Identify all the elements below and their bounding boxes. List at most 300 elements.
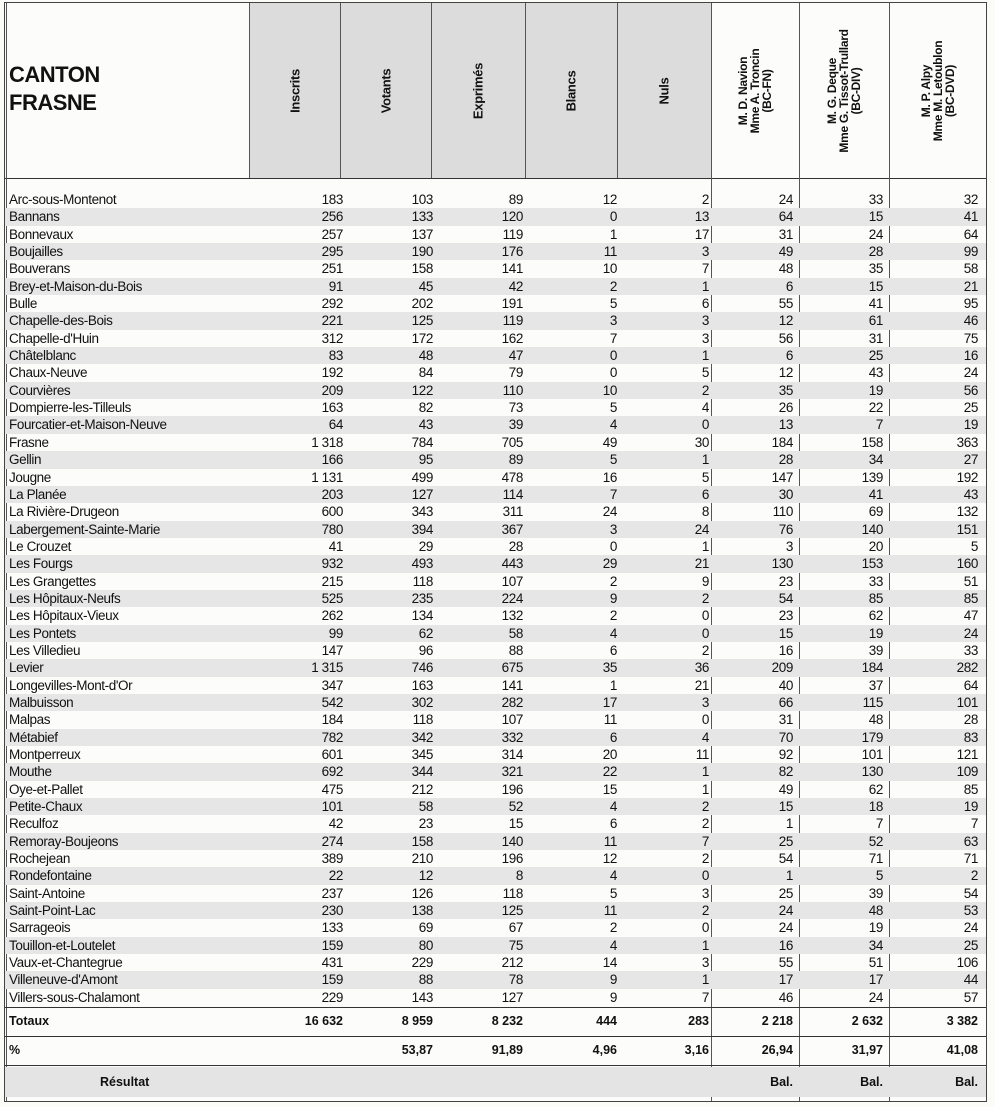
cell-blancs: 10 <box>602 261 617 277</box>
cell-nuls: 1 <box>701 972 709 988</box>
commune-name: Rondefontaine <box>9 868 92 884</box>
cell-blancs: 10 <box>602 382 617 398</box>
column-header-nuls <box>617 3 711 178</box>
cell-exprimes: 125 <box>501 903 523 919</box>
cell-blancs: 4 <box>609 625 617 641</box>
cell-nuls: 21 <box>694 677 709 693</box>
cell-blancs: 2 <box>609 278 617 294</box>
cell-exprimes: 162 <box>501 330 523 346</box>
cell-inscrits: 166 <box>321 452 343 468</box>
cell-blancs: 11 <box>603 244 617 260</box>
cell-exprimes: 321 <box>501 764 523 780</box>
table-row <box>5 937 986 954</box>
cell-blancs: 3 <box>609 521 617 537</box>
cell-dvd: 85 <box>963 590 978 606</box>
cell-votants: 302 <box>411 694 433 710</box>
cell-inscrits: 99 <box>328 625 343 641</box>
table-row <box>5 971 986 988</box>
cell-inscrits: 782 <box>321 729 343 745</box>
cell-exprimes: 118 <box>502 885 523 901</box>
candidate-line: M. G. Deque <box>825 57 839 124</box>
cell-dvd: 83 <box>963 729 978 745</box>
cell-votants: 58 <box>418 799 433 815</box>
cell-dvd: 25 <box>963 937 978 953</box>
cell-nuls: 2 <box>701 799 709 815</box>
cell-nuls: 6 <box>701 296 709 312</box>
table-row <box>5 451 986 468</box>
cell-fn: 24 <box>778 192 793 207</box>
cell-div: 153 <box>861 556 883 572</box>
commune-name: Levier <box>9 660 44 676</box>
cell-blancs: 17 <box>602 694 617 710</box>
totals-blancs: 444 <box>596 1014 617 1028</box>
cell-nuls: 3 <box>701 955 709 971</box>
cell-exprimes: 42 <box>508 278 523 294</box>
cell-exprimes: 314 <box>501 747 523 762</box>
cell-inscrits: 542 <box>321 694 343 710</box>
candidate-line: (BC-FN) <box>760 68 774 113</box>
cell-div: 62 <box>868 608 883 624</box>
cell-fn: 70 <box>778 729 793 745</box>
table-row <box>5 625 986 642</box>
cell-votants: 82 <box>418 400 433 416</box>
commune-name: Mouthe <box>9 764 52 780</box>
cell-blancs: 9 <box>609 989 617 1005</box>
cell-div: 184 <box>861 660 883 676</box>
cell-dvd: 51 <box>963 573 978 589</box>
commune-name: Les Hôpitaux-Vieux <box>9 608 119 624</box>
commune-name: La Rivière-Drugeon <box>9 504 119 520</box>
cell-exprimes: 332 <box>501 729 523 745</box>
table-row <box>5 243 986 260</box>
cell-exprimes: 8 <box>515 868 523 884</box>
cell-inscrits: 237 <box>321 885 343 901</box>
cell-dvd: 5 <box>970 538 978 554</box>
cell-blancs: 2 <box>609 920 617 936</box>
cell-fn: 17 <box>778 972 793 988</box>
cell-votants: 172 <box>411 330 433 346</box>
cell-votants: 127 <box>411 486 433 502</box>
canton-title-line2: FRASNE <box>9 90 97 115</box>
cell-div: 15 <box>868 278 883 294</box>
cell-votants: 80 <box>418 937 433 953</box>
cell-inscrits: 147 <box>321 642 343 658</box>
cell-blancs: 0 <box>609 538 617 554</box>
cell-exprimes: 78 <box>508 972 523 988</box>
cell-dvd: 57 <box>963 989 978 1005</box>
table-row <box>5 382 986 399</box>
table-row <box>5 260 986 277</box>
cell-fn: 13 <box>778 417 793 433</box>
cell-div: 39 <box>868 885 883 901</box>
table-row <box>5 434 986 451</box>
cell-div: 48 <box>868 712 883 728</box>
cell-exprimes: 140 <box>501 833 523 849</box>
cell-votants: 69 <box>418 920 433 936</box>
cell-votants: 143 <box>411 989 433 1005</box>
table-header <box>5 3 986 179</box>
cell-div: 24 <box>868 989 883 1005</box>
commune-name: Les Hôpitaux-Neufs <box>9 590 121 606</box>
cell-exprimes: 132 <box>501 608 523 624</box>
commune-name: Reculfoz <box>9 816 59 832</box>
percent-label: % <box>9 1043 21 1057</box>
cell-exprimes: 443 <box>501 556 523 572</box>
cell-nuls: 3 <box>701 313 709 329</box>
table-row <box>5 902 986 919</box>
percent-row <box>5 1039 986 1061</box>
canton-title <box>9 61 100 117</box>
cell-inscrits: 163 <box>321 400 343 416</box>
cell-fn: 1 <box>785 816 793 832</box>
cell-inscrits: 83 <box>328 348 343 364</box>
table-row <box>5 815 986 832</box>
candidate-line: (BC-DVD) <box>942 64 957 117</box>
cell-blancs: 0 <box>609 209 617 225</box>
cell-inscrits: 42 <box>328 816 343 832</box>
cell-inscrits: 192 <box>321 365 343 381</box>
cell-fn: 40 <box>778 677 793 693</box>
totals-row <box>5 1010 986 1032</box>
cell-nuls: 1 <box>701 538 709 554</box>
cell-exprimes: 119 <box>502 226 523 242</box>
cell-inscrits: 312 <box>321 330 343 346</box>
cell-inscrits: 431 <box>321 955 343 971</box>
commune-name: Les Villedieu <box>9 642 81 658</box>
cell-inscrits: 292 <box>321 296 343 312</box>
cell-blancs: 15 <box>602 781 617 797</box>
cell-fn: 54 <box>778 590 793 606</box>
cell-blancs: 0 <box>609 348 617 364</box>
percent-exprimes: 91,89 <box>491 1043 523 1057</box>
cell-fn: 25 <box>778 885 793 901</box>
cell-nuls: 9 <box>701 573 709 589</box>
table-row <box>5 954 986 971</box>
cell-nuls: 3 <box>701 694 709 710</box>
cell-exprimes: 311 <box>502 504 523 520</box>
cell-votants: 394 <box>411 521 433 537</box>
cell-dvd: 63 <box>963 833 978 849</box>
cell-inscrits: 1 315 <box>311 660 343 676</box>
cell-nuls: 13 <box>694 209 709 225</box>
cell-votants: 133 <box>411 209 433 225</box>
totals-div: 2 632 <box>851 1014 883 1028</box>
cell-dvd: 32 <box>963 192 978 207</box>
cell-dvd: 282 <box>956 660 978 676</box>
cell-nuls: 1 <box>701 764 709 780</box>
cell-blancs: 22 <box>602 764 617 780</box>
table-row <box>5 763 986 780</box>
cell-inscrits: 780 <box>321 521 343 537</box>
cell-votants: 202 <box>411 296 433 312</box>
cell-div: 25 <box>868 348 883 364</box>
cell-div: 33 <box>868 573 883 589</box>
cell-div: 115 <box>862 694 883 710</box>
cell-fn: 209 <box>771 660 793 676</box>
table-row <box>5 503 986 520</box>
candidate-line: Mme G. Tissot-Trullard <box>837 28 851 153</box>
column-label: Inscrits <box>287 68 302 113</box>
commune-name: Gellin <box>9 452 42 468</box>
cell-nuls: 0 <box>701 625 709 641</box>
cell-votants: 88 <box>418 972 433 988</box>
cell-votants: 784 <box>411 434 433 450</box>
cell-dvd: 151 <box>956 521 978 537</box>
cell-fn: 56 <box>778 330 793 346</box>
cell-dvd: 71 <box>963 851 978 867</box>
cell-blancs: 5 <box>609 452 617 468</box>
cell-dvd: 101 <box>956 694 978 710</box>
cell-div: 41 <box>868 486 883 502</box>
column-divider <box>340 3 341 178</box>
cell-inscrits: 601 <box>321 747 343 762</box>
commune-name: Labergement-Sainte-Marie <box>9 521 160 537</box>
percent-divider <box>5 1036 986 1037</box>
cell-nuls: 8 <box>701 504 709 520</box>
cell-nuls: 0 <box>701 608 709 624</box>
table-row <box>5 364 986 381</box>
cell-blancs: 5 <box>609 400 617 416</box>
table-row <box>5 711 986 728</box>
cell-nuls: 4 <box>701 729 709 745</box>
cell-nuls: 1 <box>701 781 709 797</box>
result-divider <box>5 1065 986 1066</box>
cell-exprimes: 75 <box>508 937 523 953</box>
cell-inscrits: 215 <box>321 573 343 589</box>
cell-fn: 31 <box>778 712 793 728</box>
cell-fn: 49 <box>778 781 793 797</box>
cell-nuls: 11 <box>695 747 709 762</box>
cell-fn: 30 <box>778 486 793 502</box>
cell-exprimes: 15 <box>508 816 523 832</box>
cell-nuls: 0 <box>701 712 709 728</box>
cell-blancs: 35 <box>602 660 617 676</box>
cell-dvd: 54 <box>963 885 978 901</box>
cell-votants: 118 <box>412 712 433 728</box>
table-row <box>5 295 986 312</box>
table-row <box>5 191 986 208</box>
commune-name: Villeneuve-d'Amont <box>9 972 118 988</box>
cell-nuls: 2 <box>701 192 709 207</box>
commune-name: Métabief <box>9 729 58 745</box>
column-header-votants <box>340 3 431 178</box>
table-row <box>5 677 986 694</box>
cell-div: 179 <box>861 729 883 745</box>
cell-nuls: 1 <box>701 348 709 364</box>
cell-blancs: 9 <box>609 590 617 606</box>
commune-name: Fourcatier-et-Maison-Neuve <box>9 417 167 433</box>
cell-blancs: 11 <box>603 833 617 849</box>
cell-inscrits: 209 <box>321 382 343 398</box>
cell-div: 31 <box>868 330 883 346</box>
cell-fn: 12 <box>778 365 793 381</box>
totals-votants: 8 959 <box>401 1014 433 1028</box>
cell-inscrits: 41 <box>328 538 343 554</box>
cell-dvd: 192 <box>956 469 978 485</box>
cell-votants: 103 <box>411 192 433 207</box>
column-label <box>826 29 862 152</box>
candidate-line: M. P. Alpy <box>918 64 933 117</box>
cell-exprimes: 367 <box>501 521 523 537</box>
cell-exprimes: 114 <box>502 486 523 502</box>
table-row <box>5 885 986 902</box>
cell-fn: 24 <box>778 903 793 919</box>
cell-div: 85 <box>868 590 883 606</box>
commune-name: Frasne <box>9 434 49 450</box>
cell-votants: 190 <box>411 244 433 260</box>
commune-name: Bulle <box>9 296 38 312</box>
cell-fn: 130 <box>771 556 793 572</box>
commune-name: Villers-sous-Chalamont <box>9 989 140 1005</box>
result-dvd: Bal. <box>955 1075 978 1089</box>
cell-exprimes: 52 <box>508 799 523 815</box>
commune-name: Malbuisson <box>9 694 74 710</box>
cell-votants: 12 <box>418 868 433 884</box>
cell-blancs: 7 <box>609 330 617 346</box>
column-label: Votants <box>378 68 393 113</box>
cell-dvd: 19 <box>963 799 978 815</box>
cell-votants: 343 <box>411 504 433 520</box>
commune-name: Dompierre-les-Tilleuls <box>9 400 131 416</box>
totals-dvd: 3 382 <box>946 1014 978 1028</box>
cell-blancs: 20 <box>602 747 617 762</box>
cell-votants: 137 <box>411 226 433 242</box>
cell-div: 51 <box>868 955 883 971</box>
cell-nuls: 3 <box>701 885 709 901</box>
cell-nuls: 1 <box>701 452 709 468</box>
commune-name: Jougne <box>9 469 51 485</box>
cell-blancs: 4 <box>609 417 617 433</box>
cell-blancs: 11 <box>603 712 617 728</box>
cell-nuls: 2 <box>701 903 709 919</box>
cell-blancs: 49 <box>602 434 617 450</box>
cell-votants: 84 <box>418 365 433 381</box>
cell-votants: 138 <box>411 903 433 919</box>
commune-name: Chaux-Neuve <box>9 365 88 381</box>
cell-exprimes: 89 <box>508 452 523 468</box>
cell-dvd: 43 <box>963 486 978 502</box>
table-row <box>5 469 986 486</box>
cell-fn: 64 <box>778 209 793 225</box>
cell-exprimes: 224 <box>501 590 523 606</box>
cell-dvd: 99 <box>963 244 978 260</box>
cell-div: 52 <box>868 833 883 849</box>
cell-div: 71 <box>868 851 883 867</box>
cell-exprimes: 675 <box>501 660 523 676</box>
commune-name: Chapelle-des-Bois <box>9 313 113 329</box>
cell-div: 5 <box>875 868 883 884</box>
cell-inscrits: 600 <box>321 504 343 520</box>
table-row <box>5 746 986 763</box>
cell-votants: 158 <box>411 261 433 277</box>
cell-inscrits: 22 <box>328 868 343 884</box>
cell-div: 130 <box>861 764 883 780</box>
cell-fn: 24 <box>778 920 793 936</box>
cell-blancs: 6 <box>609 642 617 658</box>
cell-dvd: 160 <box>956 556 978 572</box>
result-row <box>5 1067 986 1097</box>
commune-name: Arc-sous-Montenot <box>9 192 117 207</box>
cell-exprimes: 191 <box>501 296 523 312</box>
cell-blancs: 16 <box>602 469 617 485</box>
table-row <box>5 521 986 538</box>
cell-exprimes: 176 <box>501 244 523 260</box>
cell-votants: 229 <box>411 955 433 971</box>
table-row <box>5 607 986 624</box>
cell-blancs: 6 <box>609 729 617 745</box>
table-row <box>5 798 986 815</box>
cell-votants: 345 <box>411 747 433 762</box>
cell-div: 39 <box>868 642 883 658</box>
cell-nuls: 5 <box>701 469 709 485</box>
column-header-candidate-fn <box>711 3 799 178</box>
cell-blancs: 4 <box>609 799 617 815</box>
cell-votants: 158 <box>411 833 433 849</box>
cell-dvd: 19 <box>963 417 978 433</box>
cell-div: 158 <box>861 434 883 450</box>
cell-inscrits: 133 <box>321 920 343 936</box>
cell-votants: 493 <box>411 556 433 572</box>
percent-blancs: 4,96 <box>592 1043 617 1057</box>
cell-fn: 12 <box>778 313 793 329</box>
cell-votants: 235 <box>411 590 433 606</box>
cell-fn: 16 <box>778 642 793 658</box>
column-label <box>920 40 956 141</box>
table-row <box>5 555 986 572</box>
cell-votants: 48 <box>418 348 433 364</box>
cell-exprimes: 110 <box>502 382 523 398</box>
table-row <box>5 416 986 433</box>
cell-inscrits: 159 <box>321 972 343 988</box>
cell-exprimes: 119 <box>502 313 523 329</box>
cell-nuls: 24 <box>694 521 709 537</box>
cell-blancs: 4 <box>609 868 617 884</box>
column-label: Nuls <box>656 77 672 104</box>
commune-name: Courvières <box>9 382 71 398</box>
table-row <box>5 642 986 659</box>
commune-name: La Planée <box>9 486 67 502</box>
cell-inscrits: 475 <box>321 781 343 797</box>
cell-div: 7 <box>875 816 883 832</box>
cell-fn: 25 <box>778 833 793 849</box>
result-fn: Bal. <box>770 1075 793 1089</box>
commune-name: Longevilles-Mont-d'Or <box>9 677 133 693</box>
cell-fn: 23 <box>778 608 793 624</box>
cell-div: 34 <box>868 452 883 468</box>
cell-blancs: 12 <box>602 851 617 867</box>
commune-name: Châtelblanc <box>9 348 76 364</box>
column-header-inscrits <box>249 3 340 178</box>
candidate-line: M. D. Navion <box>736 56 750 125</box>
cell-votants: 45 <box>418 278 433 294</box>
table-row <box>5 399 986 416</box>
cell-inscrits: 257 <box>321 226 343 242</box>
cell-nuls: 0 <box>701 417 709 433</box>
cell-inscrits: 251 <box>321 261 343 277</box>
cell-div: 24 <box>868 226 883 242</box>
cell-blancs: 2 <box>609 608 617 624</box>
results-table <box>4 2 987 1102</box>
commune-name: Oye-et-Pallet <box>9 781 83 797</box>
commune-name: Bouverans <box>9 261 70 277</box>
cell-fn: 49 <box>778 244 793 260</box>
cell-nuls: 3 <box>701 330 709 346</box>
cell-votants: 43 <box>418 417 433 433</box>
column-label: Blancs <box>563 70 579 111</box>
cell-inscrits: 274 <box>321 833 343 849</box>
cell-blancs: 14 <box>602 955 617 971</box>
cell-votants: 95 <box>418 452 433 468</box>
